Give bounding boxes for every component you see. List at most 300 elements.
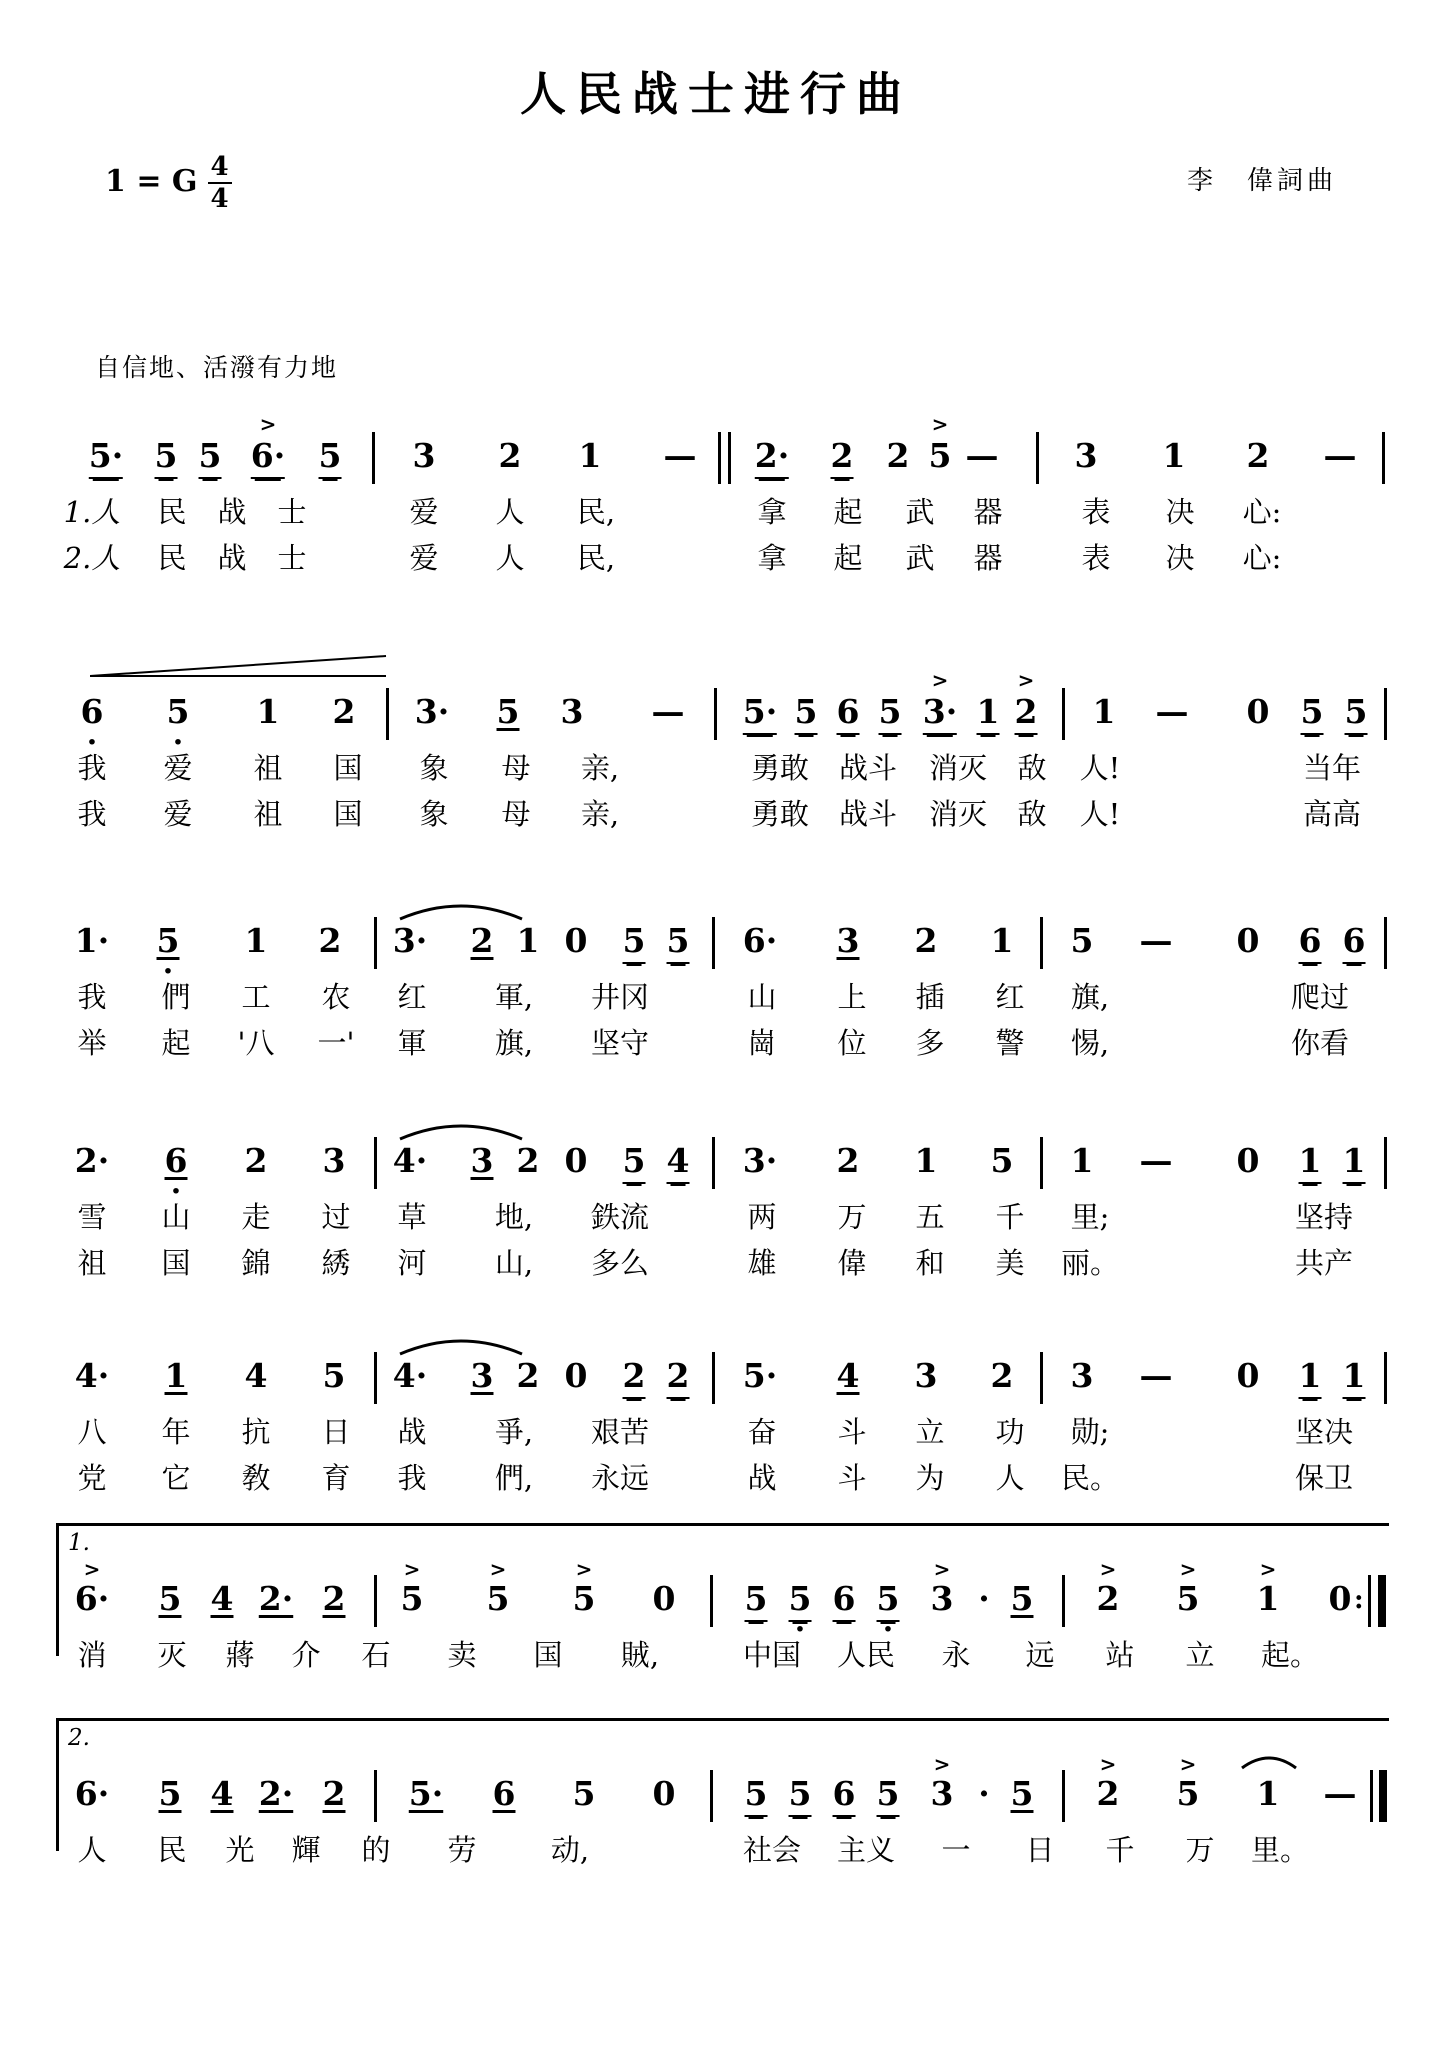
note: 5 bbox=[667, 921, 690, 964]
note: 5 bbox=[928, 436, 952, 475]
lyric: 起 bbox=[161, 1026, 191, 1060]
tempo-marking: 自信地、活潑有力地 bbox=[95, 353, 339, 382]
lyric: 雄 bbox=[747, 1246, 777, 1280]
lyric: 旗, bbox=[1070, 980, 1110, 1014]
note: 5 bbox=[789, 1774, 812, 1817]
note: — bbox=[1155, 692, 1189, 731]
lyric: 爱 bbox=[163, 751, 193, 785]
system-7-lyrics bbox=[0, 1828, 1432, 1874]
note: 0 bbox=[652, 1579, 676, 1618]
lyric: 站 bbox=[1105, 1638, 1135, 1672]
note: 1 bbox=[244, 921, 268, 960]
lyric: 中国 bbox=[742, 1638, 802, 1672]
note: 6 bbox=[1299, 921, 1322, 964]
lyric: 1.人 bbox=[63, 495, 121, 529]
lyric: 起 bbox=[833, 541, 863, 575]
time-signature bbox=[208, 154, 232, 212]
lyric: 立 bbox=[915, 1415, 945, 1449]
lyric: 国 bbox=[161, 1246, 191, 1280]
barline bbox=[1384, 917, 1387, 969]
lyric: 我 bbox=[397, 1461, 427, 1495]
note: 3· bbox=[742, 1141, 778, 1180]
lyric: 动, bbox=[550, 1833, 590, 1867]
lyric: 远 bbox=[1025, 1638, 1055, 1672]
note: 0 bbox=[1236, 1356, 1260, 1395]
note: 5 bbox=[158, 1774, 182, 1813]
lyric: 决 bbox=[1165, 541, 1195, 575]
note: 2· bbox=[258, 1579, 294, 1618]
lyric: 民, bbox=[576, 495, 616, 529]
accent-mark: > bbox=[1259, 1557, 1277, 1581]
note: 6 bbox=[80, 692, 104, 731]
lyric: 爱 bbox=[409, 541, 439, 575]
note: 1 bbox=[164, 1356, 188, 1395]
note: 1 bbox=[256, 692, 280, 731]
barline bbox=[1062, 1575, 1065, 1627]
lyric: 插 bbox=[915, 980, 945, 1014]
lyric: 高高 bbox=[1302, 797, 1362, 831]
lyric: 人民 bbox=[836, 1638, 896, 1672]
key-signature-label: 1 = G bbox=[105, 163, 198, 199]
lyric: 红 bbox=[995, 980, 1025, 1014]
lyric: 民, bbox=[576, 541, 616, 575]
note: 5 bbox=[1176, 1774, 1200, 1813]
lyric: 山 bbox=[161, 1200, 191, 1234]
note: 1 bbox=[1070, 1141, 1094, 1180]
lyric: 母 bbox=[501, 797, 531, 831]
lyric: 敌 bbox=[1017, 797, 1047, 831]
note: 0 bbox=[1328, 1579, 1352, 1618]
note: 1 bbox=[1299, 1141, 1322, 1184]
octave-dot-below: · bbox=[882, 1612, 894, 1647]
note: 1 bbox=[1092, 692, 1116, 731]
lyric: 爬过 bbox=[1290, 980, 1350, 1014]
note: 5 bbox=[745, 1579, 768, 1622]
lyric: 亲, bbox=[580, 797, 620, 831]
lyric: 万 bbox=[1185, 1833, 1215, 1867]
lyric: 抗 bbox=[241, 1415, 271, 1449]
lyric: 战 bbox=[217, 541, 247, 575]
second-ending-label: 2. bbox=[68, 1725, 90, 1751]
lyric: 国 bbox=[333, 797, 363, 831]
lyric: 勇敢 bbox=[750, 751, 810, 785]
barline bbox=[712, 917, 715, 969]
lyric: 蔣 bbox=[225, 1638, 255, 1672]
first-ending-label: 1. bbox=[68, 1530, 90, 1556]
lyric: 人 bbox=[77, 1833, 107, 1867]
system-7-notes bbox=[0, 1752, 1432, 1828]
note: 0 bbox=[1246, 692, 1270, 731]
note: 5 bbox=[319, 436, 342, 479]
note: 6· bbox=[251, 436, 285, 479]
note: 2 bbox=[516, 1141, 540, 1180]
barline bbox=[1062, 688, 1065, 740]
note: — bbox=[651, 692, 685, 731]
lyric: 国 bbox=[533, 1638, 563, 1672]
lyric: 两 bbox=[747, 1200, 777, 1234]
lyric: 爱 bbox=[409, 495, 439, 529]
lyric: 母 bbox=[501, 751, 531, 785]
barline bbox=[374, 1770, 377, 1822]
lyric: 年 bbox=[161, 1415, 191, 1449]
note: 2 bbox=[914, 921, 938, 960]
lyric: 过 bbox=[321, 1200, 351, 1234]
accent-mark: > bbox=[403, 1557, 421, 1581]
note: 2 bbox=[498, 436, 522, 475]
note: 2 bbox=[318, 921, 342, 960]
lyric: 錦 bbox=[241, 1246, 271, 1280]
lyric: 表 bbox=[1081, 495, 1111, 529]
note: 5 bbox=[877, 1774, 900, 1817]
note: 1 bbox=[977, 692, 1000, 735]
barline bbox=[1040, 1352, 1043, 1404]
note: 3 bbox=[930, 1774, 954, 1813]
note: 2· bbox=[755, 436, 789, 479]
note: 2 bbox=[516, 1356, 540, 1395]
lyric: 五 bbox=[915, 1200, 945, 1234]
barline bbox=[714, 688, 717, 740]
barline bbox=[1062, 1770, 1065, 1822]
note: 4 bbox=[836, 1356, 860, 1395]
barline bbox=[1384, 1352, 1387, 1404]
lyric: 人! bbox=[1079, 797, 1121, 831]
barline bbox=[1384, 1137, 1387, 1189]
system-3-lyrics-verse-1 bbox=[0, 975, 1432, 1021]
lyric: 国 bbox=[333, 751, 363, 785]
lyric: 綉 bbox=[321, 1246, 351, 1280]
system-6-lyrics bbox=[0, 1633, 1432, 1679]
lyric: 斗 bbox=[837, 1461, 867, 1495]
note: 5 bbox=[572, 1579, 596, 1618]
lyric: 你看 bbox=[1290, 1026, 1350, 1060]
note: 2 bbox=[831, 436, 854, 479]
note: · bbox=[978, 1579, 990, 1618]
lyric: 民。 bbox=[1060, 1461, 1120, 1495]
lyric: 八 bbox=[77, 1415, 107, 1449]
accent-mark: > bbox=[575, 1557, 593, 1581]
note: 5 bbox=[1010, 1774, 1034, 1813]
system-6 bbox=[0, 1523, 1432, 1679]
barline bbox=[1040, 917, 1043, 969]
lyric: 人 bbox=[495, 541, 525, 575]
note: 2 bbox=[244, 1141, 268, 1180]
note: 2 bbox=[470, 921, 494, 960]
barline bbox=[374, 1352, 377, 1404]
note: 3 bbox=[836, 921, 860, 960]
lyric: 我 bbox=[77, 980, 107, 1014]
note: 6 bbox=[492, 1774, 516, 1813]
lyric: 斗 bbox=[837, 1415, 867, 1449]
octave-dot-below: · bbox=[172, 725, 184, 760]
note: 2 bbox=[623, 1356, 646, 1399]
system-1-notes bbox=[0, 412, 1432, 490]
lyric: '八 bbox=[237, 1026, 275, 1060]
system-4 bbox=[0, 1133, 1432, 1287]
lyric: 的 bbox=[361, 1833, 391, 1867]
system-2-notes bbox=[0, 668, 1432, 760]
note: 0 bbox=[564, 921, 588, 960]
lyric: 万 bbox=[837, 1200, 867, 1234]
note: 3 bbox=[930, 1579, 954, 1618]
note: 2 bbox=[1096, 1774, 1120, 1813]
note: 5 bbox=[156, 921, 180, 960]
note: 4 bbox=[244, 1356, 268, 1395]
lyric: 地, bbox=[494, 1200, 534, 1234]
note: 5 bbox=[877, 1579, 900, 1622]
note: 3 bbox=[470, 1356, 494, 1395]
note: 6 bbox=[833, 1774, 856, 1817]
lyric: 拿 bbox=[757, 541, 787, 575]
system-1 bbox=[0, 412, 1432, 582]
barline bbox=[718, 432, 721, 484]
lyric: 爭, bbox=[494, 1415, 534, 1449]
time-signature-numerator: 4 bbox=[210, 152, 229, 182]
lyric: 一' bbox=[317, 1026, 355, 1060]
barline bbox=[374, 1137, 377, 1189]
lyric: 和 bbox=[915, 1246, 945, 1280]
lyric: 祖 bbox=[253, 797, 283, 831]
system-3-notes bbox=[0, 913, 1432, 989]
lyric: 民 bbox=[157, 541, 187, 575]
lyric: 主义 bbox=[836, 1833, 896, 1867]
lyric: 我 bbox=[77, 797, 107, 831]
note: 2 bbox=[1096, 1579, 1120, 1618]
sheet-music-page bbox=[0, 58, 1432, 2053]
system-5-notes bbox=[0, 1348, 1432, 1410]
note: 6· bbox=[74, 1579, 110, 1618]
lyric: 祖 bbox=[253, 751, 283, 785]
barline bbox=[712, 1352, 715, 1404]
note: 0 bbox=[564, 1356, 588, 1395]
system-3-lyrics-verse-2 bbox=[0, 1021, 1432, 1067]
note: 3 bbox=[914, 1356, 938, 1395]
note: 5 bbox=[623, 921, 646, 964]
note: 2 bbox=[1246, 436, 1270, 475]
lyric: 里。 bbox=[1250, 1833, 1310, 1867]
lyric: 一 bbox=[941, 1833, 971, 1867]
lyric: 器 bbox=[973, 541, 1003, 575]
lyric: 走 bbox=[241, 1200, 271, 1234]
accent-mark: > bbox=[83, 1557, 101, 1581]
note: 0 bbox=[652, 1774, 676, 1813]
crescendo-hairpin bbox=[90, 654, 390, 680]
lyric: 坚守 bbox=[590, 1026, 650, 1060]
note: 1 bbox=[1343, 1141, 1366, 1184]
note: 5 bbox=[745, 1774, 768, 1817]
lyric: 心: bbox=[1242, 495, 1282, 529]
lyric: 上 bbox=[837, 980, 867, 1014]
lyric: 山 bbox=[747, 980, 777, 1014]
lyric: 民 bbox=[157, 1833, 187, 1867]
repeat-barline: : bbox=[1368, 1575, 1392, 1627]
lyric: 祖 bbox=[77, 1246, 107, 1280]
system-6-notes bbox=[0, 1557, 1432, 1647]
slur bbox=[396, 1332, 526, 1358]
note: 5 bbox=[1345, 692, 1368, 735]
note: · bbox=[978, 1774, 990, 1813]
lyric: 灭 bbox=[157, 1638, 187, 1672]
lyric: 战斗 bbox=[838, 797, 898, 831]
note: 2 bbox=[667, 1356, 690, 1399]
system-1-lyrics-verse-1 bbox=[0, 490, 1432, 536]
lyric: 我 bbox=[77, 751, 107, 785]
note: — bbox=[1139, 1356, 1173, 1395]
lyric: 武 bbox=[905, 541, 935, 575]
lyric: 鉄流 bbox=[590, 1200, 650, 1234]
note: 4· bbox=[74, 1356, 110, 1395]
lyric: 为 bbox=[915, 1461, 945, 1495]
lyric: 武 bbox=[905, 495, 935, 529]
accent-mark: > bbox=[489, 1557, 507, 1581]
note: 2 bbox=[836, 1141, 860, 1180]
fermata-slur bbox=[1240, 1748, 1298, 1772]
note: 5· bbox=[743, 692, 777, 735]
barline bbox=[1040, 1137, 1043, 1189]
lyric: 草 bbox=[397, 1200, 427, 1234]
lyric: 敌 bbox=[1017, 751, 1047, 785]
accent-mark: > bbox=[933, 1752, 951, 1776]
barline bbox=[374, 917, 377, 969]
note: 4 bbox=[210, 1579, 234, 1618]
lyric: 勇敢 bbox=[750, 797, 810, 831]
lyric: 功 bbox=[995, 1415, 1025, 1449]
note: 5· bbox=[89, 436, 123, 479]
note: 1· bbox=[74, 921, 110, 960]
note: 5· bbox=[408, 1774, 444, 1813]
barline bbox=[374, 1575, 377, 1627]
system-7 bbox=[0, 1718, 1432, 1874]
note: 5 bbox=[166, 692, 190, 731]
lyric: 器 bbox=[973, 495, 1003, 529]
system-4-lyrics-verse-1 bbox=[0, 1195, 1432, 1241]
note: 5 bbox=[1301, 692, 1324, 735]
lyric: 丽。 bbox=[1060, 1246, 1120, 1280]
lyric: 表 bbox=[1081, 541, 1111, 575]
note: 5 bbox=[795, 692, 818, 735]
barline bbox=[386, 688, 389, 740]
lyric: 消灭 bbox=[928, 797, 988, 831]
lyric: 里; bbox=[1070, 1200, 1110, 1234]
lyric: 警 bbox=[995, 1026, 1025, 1060]
lyric: 消灭 bbox=[928, 751, 988, 785]
note: 3 bbox=[560, 692, 584, 731]
lyric: 千 bbox=[995, 1200, 1025, 1234]
lyric: 千 bbox=[1105, 1833, 1135, 1867]
system-2-lyrics-verse-2 bbox=[0, 792, 1432, 838]
time-signature-denominator: 4 bbox=[210, 184, 229, 214]
note: — bbox=[1323, 1774, 1357, 1813]
lyric: 2.人 bbox=[63, 541, 121, 575]
note: 5 bbox=[155, 436, 178, 479]
lyric: 民 bbox=[157, 495, 187, 529]
lyric: 战 bbox=[217, 495, 247, 529]
slur bbox=[396, 897, 526, 923]
lyric: 举 bbox=[77, 1026, 107, 1060]
note: 3· bbox=[923, 692, 957, 735]
final-barline bbox=[1370, 1770, 1390, 1822]
lyric: 日 bbox=[1025, 1833, 1055, 1867]
note: 5 bbox=[572, 1774, 596, 1813]
lyric: 党 bbox=[77, 1461, 107, 1495]
note: 5 bbox=[199, 436, 222, 479]
lyric: 起。 bbox=[1260, 1638, 1320, 1672]
note: 1 bbox=[1299, 1356, 1322, 1399]
page-title: 人民战士进行曲 bbox=[520, 67, 912, 121]
slur bbox=[396, 1117, 526, 1143]
lyric: 象 bbox=[419, 797, 449, 831]
composer-credit: 李 偉詞曲 bbox=[1186, 166, 1337, 196]
note: 6 bbox=[164, 1141, 188, 1180]
lyric: 育 bbox=[321, 1461, 351, 1495]
lyric: 光 bbox=[225, 1833, 255, 1867]
system-5-lyrics-verse-2 bbox=[0, 1456, 1432, 1502]
system-5-lyrics-verse-1 bbox=[0, 1410, 1432, 1456]
note: 1 bbox=[1162, 436, 1186, 475]
octave-dot-below: · bbox=[170, 1174, 182, 1209]
note: 5 bbox=[496, 692, 520, 731]
note: 1 bbox=[1343, 1356, 1366, 1399]
lyric: 永远 bbox=[590, 1461, 650, 1495]
lyric: 农 bbox=[321, 980, 351, 1014]
note: 2 bbox=[322, 1579, 346, 1618]
note: — bbox=[1323, 436, 1357, 475]
note: — bbox=[663, 436, 697, 475]
octave-dot-below: · bbox=[162, 954, 174, 989]
note: — bbox=[1139, 921, 1173, 960]
lyric: 士 bbox=[277, 541, 307, 575]
lyric: 多么 bbox=[590, 1246, 650, 1280]
system-2 bbox=[0, 658, 1432, 838]
lyric: 山, bbox=[494, 1246, 534, 1280]
note: 1 bbox=[1256, 1774, 1280, 1813]
system-3 bbox=[0, 913, 1432, 1067]
accent-mark: > bbox=[933, 1557, 951, 1581]
accent-mark: > bbox=[931, 668, 949, 692]
lyric: 河 bbox=[397, 1246, 427, 1280]
lyric: 红 bbox=[397, 980, 427, 1014]
note: 6· bbox=[74, 1774, 110, 1813]
note: 5· bbox=[742, 1356, 778, 1395]
note: 2· bbox=[74, 1141, 110, 1180]
note: 3 bbox=[1070, 1356, 1094, 1395]
note: 3 bbox=[322, 1141, 346, 1180]
note: 5 bbox=[1070, 921, 1094, 960]
note: 5 bbox=[623, 1141, 646, 1184]
lyric: 艰苦 bbox=[590, 1415, 650, 1449]
lyric: 它 bbox=[161, 1461, 191, 1495]
note: 5 bbox=[1010, 1579, 1034, 1618]
barline bbox=[1384, 688, 1387, 740]
octave-dot-below: · bbox=[86, 725, 98, 760]
note: 0 bbox=[564, 1141, 588, 1180]
lyric: 多 bbox=[915, 1026, 945, 1060]
barline bbox=[372, 432, 375, 484]
note: 1 bbox=[516, 921, 540, 960]
lyric: 社会 bbox=[742, 1833, 802, 1867]
system-4-lyrics-verse-2 bbox=[0, 1241, 1432, 1287]
note: 1 bbox=[914, 1141, 938, 1180]
note: 2 bbox=[1015, 692, 1038, 735]
note: 1 bbox=[578, 436, 602, 475]
barline bbox=[710, 1575, 713, 1627]
lyric: 起 bbox=[833, 495, 863, 529]
lyric: 卖 bbox=[447, 1638, 477, 1672]
note: 3 bbox=[1074, 436, 1098, 475]
note: 6 bbox=[837, 692, 860, 735]
lyric: 介 bbox=[291, 1638, 321, 1672]
note: 5 bbox=[400, 1579, 424, 1618]
note: 2 bbox=[886, 436, 910, 475]
